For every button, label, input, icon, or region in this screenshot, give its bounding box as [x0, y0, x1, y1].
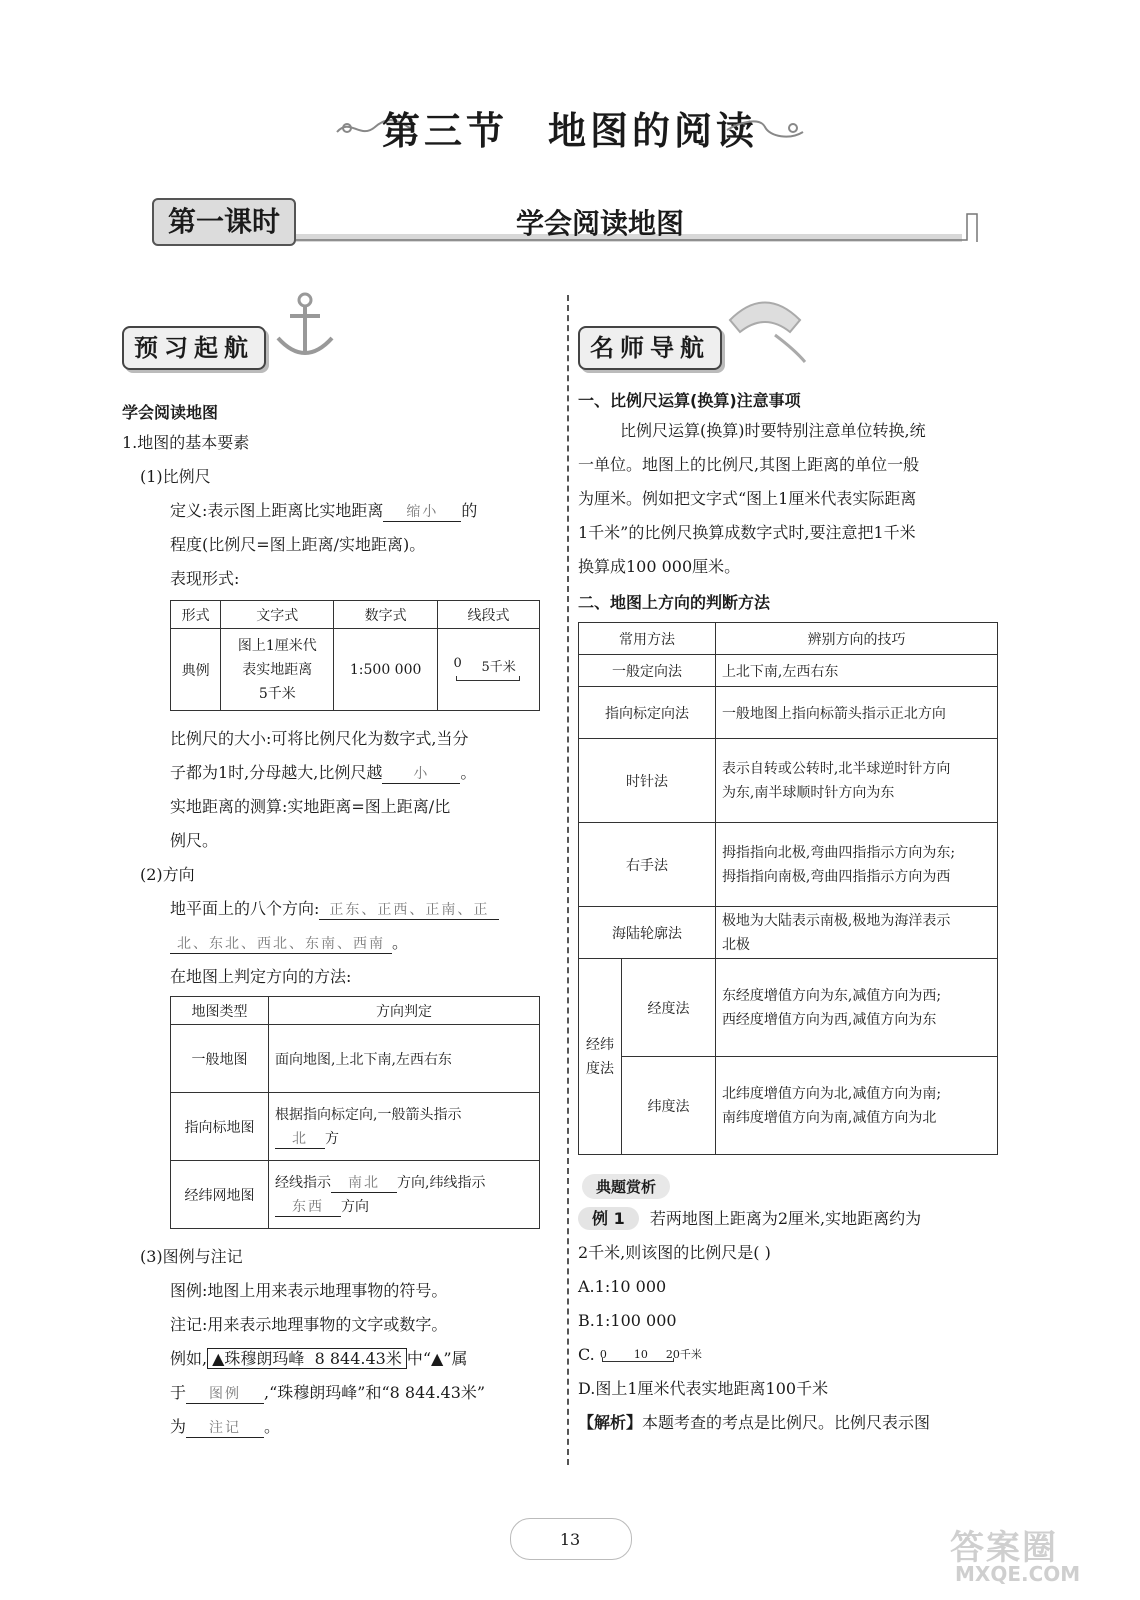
table-cell: 经纬网地图	[171, 1161, 269, 1229]
column-divider	[567, 295, 569, 1465]
table-header: 数字式	[334, 601, 438, 629]
left-heading: 学会阅读地图	[122, 403, 219, 422]
legend-definition: 图例:地图上用来表示地理事物的符号。	[170, 1281, 448, 1300]
table-cell: 拇指指向北极,弯曲四指指示方向为东; 拇指指向南极,弯曲四指指示方向为西	[715, 823, 997, 907]
table-cell: 东经度增值方向为东,减值方向为西; 西经度增值方向为西,减值方向为东	[715, 959, 997, 1057]
example-question: 例 1 若两地图上距离为2厘米,实地距离约为	[578, 1208, 921, 1230]
answer-fill: 图例	[186, 1385, 264, 1404]
legend-label: (3)图例与注记	[140, 1247, 243, 1266]
answer-fill: 正东、正西、正南、正	[319, 901, 499, 920]
scale-label: (1)比例尺	[140, 467, 211, 486]
answer-fill: 注记	[186, 1419, 264, 1438]
option-d: D.图上1厘米代表实地距离100千米	[578, 1379, 829, 1398]
scale-size-text-cont: 子都为1时,分母越大,比例尺越 小 。	[170, 763, 477, 782]
right-heading-1: 一、比例尺运算(换算)注意事项	[578, 391, 801, 410]
scale-definition: 定义:表示图上距离比实地距离 缩小 的	[170, 501, 478, 520]
table-header: 文字式	[221, 601, 334, 629]
legend-example: 例如, ▲珠穆朗玛峰 8 844.43米 中“▲”属	[170, 1349, 468, 1368]
note-definition: 注记:用来表示地理事物的文字或数字。	[170, 1315, 448, 1334]
analysis-text: 【解析】本题考查的考点是比例尺。比例尺表示图	[578, 1413, 931, 1432]
preview-badge: 预习起航	[122, 326, 266, 370]
table-header: 线段式	[438, 601, 540, 629]
distance-calc-text-cont: 例尺。	[170, 831, 219, 850]
option-b: B.1:100 000	[578, 1311, 677, 1330]
anchor-icon	[270, 290, 340, 365]
legend-example-end: 为 注记 。	[170, 1417, 281, 1436]
table-cell: 图上1厘米代 表实地距离 5千米	[221, 629, 334, 711]
table-cell: 极地为大陆表示南极,极地为海洋表示 北极	[715, 907, 997, 959]
table-cell: 一般定向法	[579, 655, 716, 687]
direction-label: (2)方向	[140, 865, 195, 884]
example-number-badge: 例 1	[578, 1207, 639, 1230]
eight-directions-text-cont: 北、东北、西北、东南、西南 。	[170, 932, 408, 954]
table-cell: 右手法	[579, 823, 716, 907]
option-c: C. 0 10 20千米	[578, 1344, 710, 1366]
everest-label-box: ▲珠穆朗玛峰 8 844.43米	[207, 1348, 407, 1369]
answer-fill: 东西	[275, 1198, 341, 1217]
page-number: 13	[559, 1530, 581, 1549]
telephone-icon	[720, 290, 810, 365]
paragraph-line: 一单位。地图上的比例尺,其图上距离的单位一般	[578, 455, 920, 474]
answer-fill: 北、东北、西北、东南、西南	[170, 935, 392, 954]
right-ornament	[725, 112, 805, 142]
teacher-guide-badge: 名师导航	[578, 326, 722, 370]
table-header: 地图类型	[171, 997, 269, 1025]
example-question-cont: 2千米,则该图的比例尺是( )	[578, 1243, 771, 1262]
table-cell: 经纬 度法	[579, 959, 622, 1155]
example-section-tag: 典题赏析	[582, 1174, 670, 1199]
table-cell: 海陆轮廓法	[579, 907, 716, 959]
table-cell: 指向标定向法	[579, 687, 716, 739]
table-header: 辨别方向的技巧	[715, 623, 997, 655]
table-cell: 面向地图,上北下南,左西右东	[269, 1025, 540, 1093]
direction-table	[170, 996, 540, 1229]
table-cell: 1:500 000	[334, 629, 438, 711]
paragraph-line: 1千米”的比例尺换算成数字式时,要注意把1千米	[578, 523, 916, 542]
lesson-badge: 第一课时	[152, 198, 296, 246]
eight-directions-text: 地平面上的八个方向: 正东、正西、正南、正	[170, 898, 499, 920]
line-scale-cell: 0 5千米	[438, 629, 540, 711]
table-cell: 北纬度增值方向为北,减值方向为南; 南纬度增值方向为南,减值方向为北	[715, 1057, 997, 1155]
table-cell: 根据指向标定向,一般箭头指示 北 方	[269, 1093, 540, 1161]
table-cell: 一般地图上指向标箭头指示正北方向	[715, 687, 997, 739]
table-cell: 经度法	[622, 959, 716, 1057]
option-a: A.1:10 000	[578, 1277, 667, 1296]
paragraph-line: 为厘米。例如把文字式“图上1厘米代表实际距离	[578, 489, 917, 508]
table-cell: 上北下南,左西右东	[715, 655, 997, 687]
table-cell: 纬度法	[622, 1057, 716, 1155]
table-header: 形式	[171, 601, 221, 629]
item-basic-elements: 1.地图的基本要素	[122, 433, 250, 452]
table-cell: 指向标地图	[171, 1093, 269, 1161]
table-cell: 时针法	[579, 739, 716, 823]
right-heading-2: 二、地图上方向的判断方法	[578, 593, 771, 612]
legend-example-cont: 于 图例 ,“珠穆朗玛峰”和“8 844.43米”	[170, 1383, 486, 1402]
lesson-title: 学会阅读地图	[515, 207, 684, 240]
scale-forms-table	[170, 600, 540, 711]
table-header: 方向判定	[269, 997, 540, 1025]
chapter-title: 第三节 地图的阅读	[381, 109, 759, 153]
table-header: 常用方法	[579, 623, 716, 655]
distance-calc-text: 实地距离的测算:实地距离=图上距离/比	[170, 797, 451, 816]
line-scale-figure: 0 10 20千米	[599, 1347, 702, 1361]
scale-size-text: 比例尺的大小:可将比例尺化为数字式,当分	[170, 729, 469, 748]
direction-method-label: 在地图上判定方向的方法:	[170, 967, 352, 986]
paragraph-line: 换算成100 000厘米。	[578, 557, 741, 576]
table-cell: 表示自转或公转时,北半球逆时针方向 为东,南半球顺时针方向为东	[715, 739, 997, 823]
table-cell: 一般地图	[171, 1025, 269, 1093]
direction-methods-table	[578, 622, 998, 1155]
scale-definition-cont: 程度(比例尺=图上距离/实地距离)。	[170, 535, 426, 554]
answer-fill: 南北	[331, 1174, 397, 1193]
paragraph-line: 比例尺运算(换算)时要特别注意单位转换,统	[620, 421, 926, 440]
answer-fill: 北	[275, 1130, 325, 1149]
watermark-url: MXQE.COM	[955, 1562, 1081, 1586]
watermark-logo: 答案圈	[950, 1528, 1058, 1568]
answer-fill: 小	[382, 765, 460, 784]
table-cell: 典例	[171, 629, 221, 711]
answer-fill: 缩小	[383, 503, 461, 522]
scale-forms-label: 表现形式:	[170, 569, 240, 588]
table-cell: 经线指示 南北 方向,纬线指示 东西 方向	[269, 1161, 540, 1229]
